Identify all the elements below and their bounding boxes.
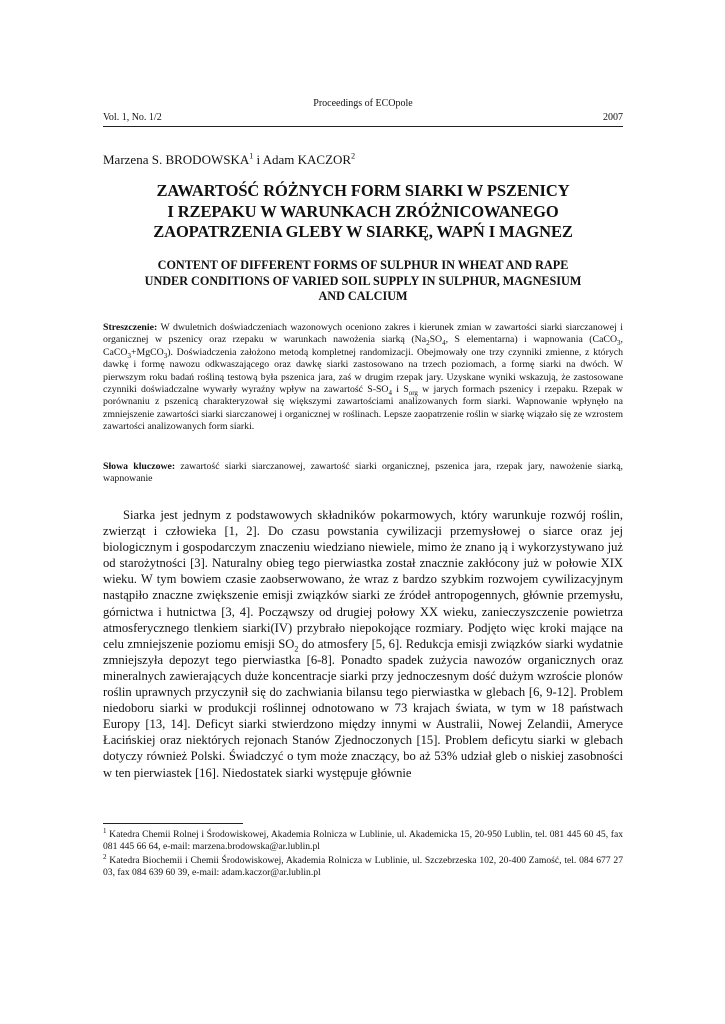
subscript: 4: [388, 388, 392, 397]
volume-number: Vol. 1, No. 1/2: [103, 112, 162, 123]
issue-row: [103, 112, 623, 123]
title-polish-line-1: ZAWARTOŚĆ RÓŻNYCH FORM SIARKI W PSZENICY: [156, 181, 570, 200]
subscript: 2: [294, 644, 299, 654]
subscript: 4: [442, 339, 446, 348]
keywords-label: Słowa kluczowe:: [103, 461, 176, 472]
footnotes: [103, 826, 623, 881]
subscript: 3: [617, 339, 621, 348]
publication-year: 2007: [603, 112, 623, 123]
title-english-line-3: AND CALCIUM: [318, 289, 408, 304]
footnote-1-text: Katedra Chemii Rolnej i Środowiskowej, Akademia Rolnicza w Lublinie, ul. Akademicka 15, 20-950 Lublin, tel. 081 445 60 45, fax 081 445 66 64, e-mail: marzena.brodowska@ar.lublin.pl: [103, 829, 623, 853]
body-text: do atmosfery [5, 6]. Redukcja emisji związków siarki wydatnie zmniejszyła depozyt tego pierwiastka [6-8]. Ponadto spadek zużycia nawozów organicznych oraz mineralnych zawierających duże koncentracje siarki przy jednoczesnym dość dużym wzroście plonów roślin uprawnych przyczynił się do zachwiania bilansu tego pierwiastka w glebach [6, 9-12]. Problem niedoboru siarki w produkcji roślinnej odnotowano w 73 krajach świata, w tym w 18 państwach Europy [13, 14]. Deficyt siarki stwierdzono między innymi w Australii, Nowej Zelandii, Ameryce Łacińskiej oraz niektórych rejonach Stanów Zjednoczonych [15]. Problem deficytu siarki w glebach dotyczy również Polski. Świadczyć o tym może znaczący, bo aż 53% udział gleb o niskiej zasobności w ten pierwiastek [16]. Niedostatek siarki występuje głównie: [103, 636, 623, 780]
abstract: [103, 322, 623, 434]
abstract-text: W dwuletnich doświadczeniach wazonowych oceniono zakres i kierunek zmian w zawartości siarki siarczanowej i organicznej w pszenicy oraz rzepaku w warunkach nawożenia siarką (Na: [103, 322, 623, 346]
header-rule: [103, 126, 623, 127]
title-english-line-1: CONTENT OF DIFFERENT FORMS OF SULPHUR IN WHEAT AND RAPE: [157, 258, 569, 272]
title-english-line-2: UNDER CONDITIONS OF VARIED SOIL SUPPLY IN SULPHUR, MAGNESIUM: [144, 273, 582, 288]
keywords-text: zawartość siarki siarczanowej, zawartość siarki organicznej, pszenica jara, rzepak jary, nawożenie siarką, wapnowanie: [103, 461, 623, 485]
body-paragraph: [103, 507, 623, 781]
abstract-text: i S: [392, 384, 409, 396]
author-2-affiliation-mark: 2: [351, 151, 356, 161]
abstract-text: SO: [429, 334, 443, 346]
abstract-text: w jarych formach pszenicy i rzepaku. Rzepak w porównaniu z pszenicą charakteryzował się większymi zawartościami analizowanych form siarki. Wapnowanie wpłynęło na zmniejszenie zawartości siarki siarczanowej i organicznej w roślinach. Lepsze zaopatrzenie roślin w siarkę wiązało się ze wzrostem zawartości analizowanych form siarki.: [103, 384, 624, 433]
footnote-2: [103, 852, 623, 880]
abstract-text: , S elementarna) i wapnowania (CaCO: [445, 334, 618, 346]
title-english: [103, 258, 623, 305]
author-joiner: i: [253, 152, 263, 167]
title-polish-line-2: I RZEPAKU W WARUNKACH ZRÓŻNICOWANEGO: [167, 201, 559, 221]
footnote-2-mark: 2: [103, 852, 107, 861]
footnote-1: [103, 826, 623, 854]
journal-name: Proceedings of ECOpole: [313, 98, 413, 109]
subscript: org: [408, 388, 418, 397]
footnote-rule: [103, 823, 243, 824]
author-1: Marzena S. BRODOWSKA: [103, 152, 250, 167]
abstract-text: ). Doświadczenia założono metodą kompletnej randomizacji. Obejmowały one trzy czynniki zmienne, z których dawkę i formę nawozu odkwaszającego oraz dawkę siarki zastosowano na trzech poziomach, a formę siarki na dwóch. W pierwszym roku badań rośliną testową była pszenica jara, zaś w drugim rzepak jary. Uzyskane wyniki wskazują, że zastosowane czynniki doświadczalne wywarły wyraźny wpływ na zawartość S-SO: [103, 346, 623, 396]
footnote-1-mark: 1: [103, 826, 107, 835]
subscript: 3: [163, 351, 168, 360]
abstract-label: Streszczenie:: [103, 322, 158, 333]
subscript: 2: [426, 339, 430, 348]
title-polish-line-3: ZAOPATRZENIA GLEBY W SIARKĘ, WAPŃ I MAGNEZ: [153, 222, 573, 241]
subscript: 3: [127, 351, 131, 360]
abstract-text: , CaCO: [103, 334, 623, 358]
title-polish: [103, 181, 623, 243]
abstract-text: +MgCO: [131, 346, 164, 358]
keywords: [103, 461, 623, 486]
author-1-affiliation-mark: 1: [249, 151, 254, 161]
author-2: Adam KACZOR: [262, 152, 352, 167]
footnote-2-text: Katedra Biochemii i Chemii Środowiskowej, Akademia Rolnicza w Lublinie, ul. Szczebrzeska 102, 20-400 Zamość, tel. 084 677 27 03, fax 084 639 60 39, e-mail: adam.kaczor@ar.lublin.pl: [103, 854, 623, 879]
body-text: Siarka jest jednym z podstawowych składników pokarmowych, który warunkuje rozwój roślin, zwierząt i człowieka [1, 2]. Do czasu powstania cywilizacji przemysłowej o siarce oraz jej biologicznym i gospodarczym znaczeniu wiedziano niewiele, mimo że znano ją i wykorzystywano już od starożytności [3]. Naturalny obieg tego pierwiastka został znacznie zakłócony już w połowie XIX wieku. W tym bowiem czasie zaobserwowano, że wraz z bardzo szybkim rozwojem cywilizacyjnym nastąpiło znaczne zwiększenie emisji związków siarki ze źródeł antropogennych, głównie przemysłu, górnictwa i hutnictwa [3, 4]. Począwszy od drugiej połowy XX wieku, zanieczyszczenie powietrza atmosferycznego tlenkiem siarki(IV) przybrało niepokojące rozmiary. Podjęto więc kroki mające na celu zmniejszenie poziomu emisji SO: [103, 508, 623, 651]
author-line: [103, 152, 623, 168]
